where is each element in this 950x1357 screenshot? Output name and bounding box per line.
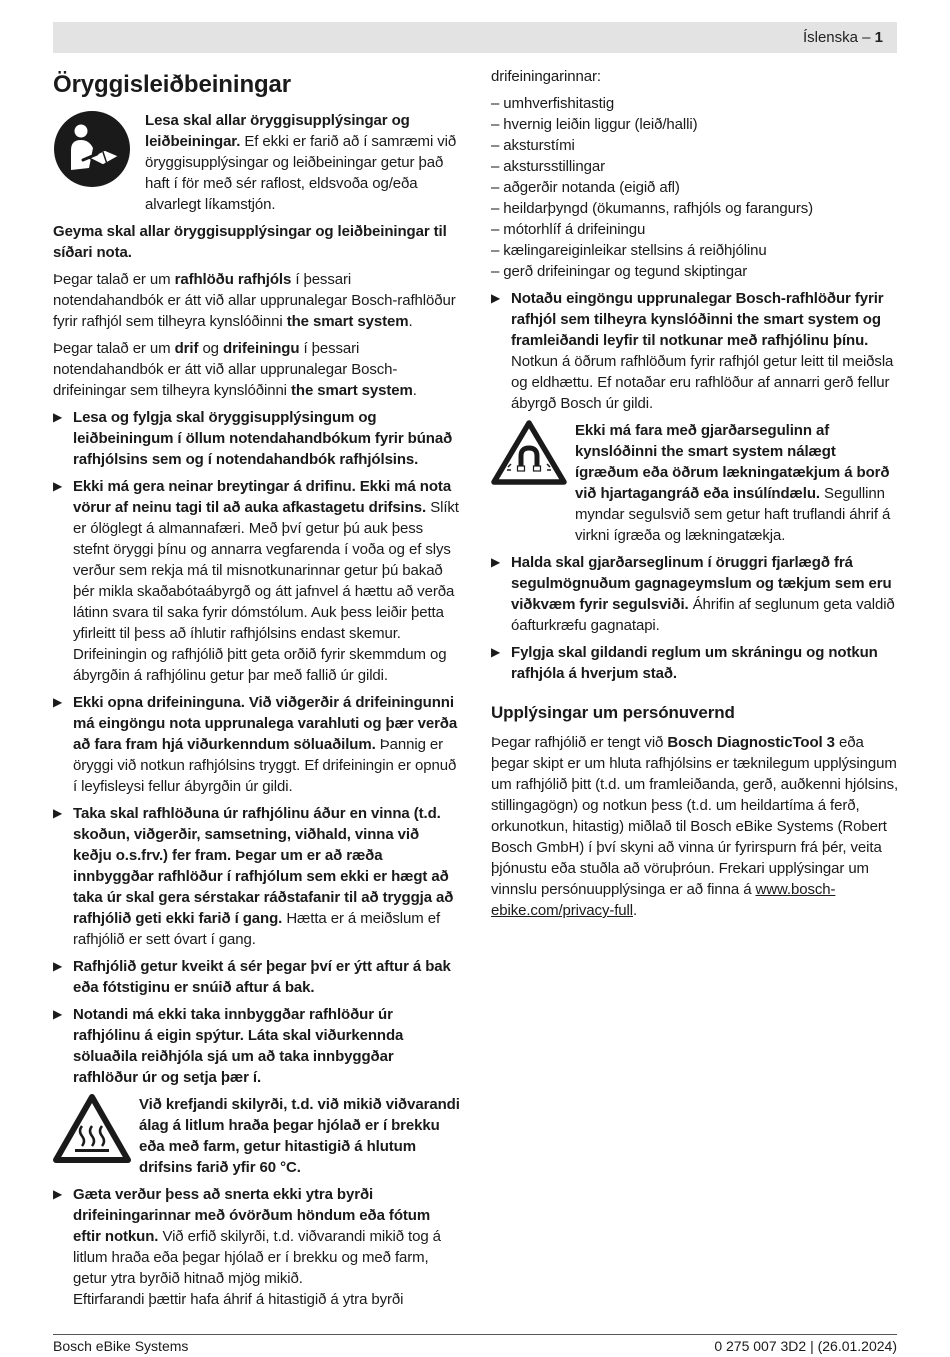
bullet-item xyxy=(53,1004,461,1088)
list-item: – gerð drifeiningar og tegund skiptingar xyxy=(491,263,748,280)
p2-g: . xyxy=(412,382,417,399)
bullet-arrow-icon: ▶ xyxy=(491,645,501,659)
bullet-item xyxy=(53,803,461,950)
bullet-item xyxy=(53,692,461,797)
bullet-item xyxy=(53,1184,461,1310)
magnet-text: Segullinn myndar segulsvið sem getur haft truflandi áhrif á virkni ígræða og lækningatækja. xyxy=(575,485,891,544)
bullet-text: Hætta er á meiðslum ef rafhjólið er sett óvart í gang. xyxy=(73,910,441,948)
bullet-bold: Halda skal gjarðarseglinum í öruggri fjarlægð frá segulmögnuðum gagnageymslum og tækjum sem eru viðkvæm fyrir segulsviði. xyxy=(511,554,892,613)
privacy-d: . xyxy=(633,902,638,919)
bullet-item xyxy=(491,642,899,684)
factors-intro: Eftirfarandi þættir hafa áhrif á hitastigið á ytra byrði xyxy=(73,1291,404,1308)
list-item: – umhverfishitastig xyxy=(491,95,615,112)
bullet-arrow-icon: ▶ xyxy=(53,479,63,493)
hot-surface-warning xyxy=(53,1094,461,1178)
privacy-c: eða þegar skipt er um hluta rafhjólsins er tæknilegum upplýsingum um rafhjólið þitt (t.d. um framleiðanda, gerð, auðkenni hjólsins, stillingagögn) og notkun þess (t.d. um heildartíma á ferð, orkunotkun, hitastig) miðlað til Bosch eBike Systems (Robert Bosch GmbH) í því skyni að vinna úr fyrirspurn frá þér, veita þjónustu eða stuðla að vöruþróun. Frekari upplýsingar um vinnslu persónuupplýsinga er að finna á xyxy=(491,734,899,898)
bullet-item xyxy=(53,407,461,470)
p2-c: og xyxy=(198,340,223,357)
bullet-item xyxy=(491,288,899,414)
bullet-arrow-icon: ▶ xyxy=(53,1187,63,1201)
drive-definition xyxy=(53,338,461,401)
p2-b: drif xyxy=(174,340,199,357)
p2-f: the smart system xyxy=(290,382,413,399)
bullet-bold: Notaðu eingöngu upprunalegar Bosch-rafhlöður fyrir rafhjól sem tilheyra kynslóðinni the smart system og framleiðandi leyfir til notkunar með rafhjólinu þínu. xyxy=(511,290,884,349)
bullet-text: Við erfið skilyrði, t.d. viðvarandi mikið tog á litlum hraða eða þegar hjólað er í brekku og með farm, getur ytra byrðið hitnað mjög mikið. xyxy=(73,1228,441,1287)
read-bold: Lesa skal allar öryggisupplýsingar og leiðbeiningar. xyxy=(145,112,410,150)
page-header xyxy=(53,22,897,53)
p1-b: rafhlöðu rafhjóls xyxy=(174,271,292,288)
privacy-paragraph xyxy=(491,732,899,921)
bullet-item xyxy=(53,476,461,686)
hot-surface-text: Við krefjandi skilyrði, t.d. við mikið viðvarandi álag á litlum hraða þegar hjólað er í brekku eða með farm, getur hitastigið á hlutum drifsins farið yfir 60 °C. xyxy=(139,1096,460,1176)
list-item: – aksturstími xyxy=(491,137,575,154)
list-item: – aðgerðir notanda (eigið afl) xyxy=(491,179,680,196)
privacy-a: Þegar rafhjólið er tengt við xyxy=(491,734,668,751)
bullet-text: Slíkt er ólöglegt á almannafæri. Með því getur þú auk þess stefnt öryggi þínu og annarra vegfarenda í voða og ef slys verður sem rekja má til misnotkunarinnar getur þú bakað þér mikla skaðabótaábyrgð og átt jafnvel á hættu að verða látinn svara til saka fyrir dómstólum. Auk þess leiðir þetta yfirleitt til þess að íhlutir rafhjólsins endast skemur. Drifeiningin og rafhjólið þitt geta orðið fyrir skemmdum og ábyrgðin á rafhjólinu getur þar með fallið úr gildi. xyxy=(73,499,459,684)
read-text: Ef ekki er farið að í samræmi við öryggisupplýsingar og leiðbeiningar getur það haft í för með sér raflost, eldsvoða og/eða alvarlegt líkamstjón. xyxy=(145,133,457,213)
magnet-bold: Ekki má fara með gjarðarsegulinn af kynslóðinni the smart system nálægt ígræðum eða öðrum lækningatækjum á borð við hjartagangráð eða insúlíndælu. xyxy=(575,422,890,502)
privacy-heading: Upplýsingar um persónuvernd xyxy=(491,703,735,722)
section-title: Öryggisleiðbeiningar xyxy=(53,71,292,98)
bullet-bold: Gæta verður þess að snerta ekki ytra byrði drifeiningarinnar með óvörðum höndum eða fótum eftir notkun. xyxy=(73,1186,431,1245)
bullet-bold: Taka skal rafhlöðuna úr rafhjólinu áður en vinna (t.d. skoðun, viðgerðir, samsetning, viðhald, vinna við keðju o.s.frv.) fer fram. Þegar um er að ræða innbyggðar rafhlöður í rafhjólum sem ekki er hægt að taka úr skal gera sérstakar ráðstafanir til að tryggja að rafhjólið geti ekki farið í gang. xyxy=(73,805,454,927)
bullet-text: Þannig er öryggi við notkun rafhjólsins tryggt. Ef drifeiningin er opnuð í leyfisleysi fellur ábyrgðin úr gildi. xyxy=(73,736,457,795)
bullet-arrow-icon: ▶ xyxy=(53,959,63,973)
header-language: Íslenska xyxy=(802,29,858,46)
magnet-warning-icon xyxy=(491,420,575,492)
left-column xyxy=(53,68,461,1316)
list-item: – mótorhlíf á drifeiningu xyxy=(491,221,646,238)
bullet-bold: Notandi má ekki taka innbyggðar rafhlöður úr rafhjólinu á eigin spýtur. Láta skal viðurkennda söluaðila reiðhjóla sjá um að taka innbyggðar rafhlöður úr og setja þær í. xyxy=(73,1006,404,1086)
p2-a: Þegar talað er um xyxy=(53,340,175,357)
bullet-item xyxy=(53,956,461,998)
magnet-warning xyxy=(491,420,899,546)
header-text xyxy=(803,29,883,46)
bullet-bold: Lesa og fylgja skal öryggisupplýsingum og leiðbeiningum í öllum notendahandbókum fyrir búnað rafhjólsins sem og í notendahandbók rafhjólsins. xyxy=(73,409,453,468)
read-manual-icon xyxy=(53,110,145,194)
battery-definition xyxy=(53,269,461,332)
footer-brand: Bosch eBike Systems xyxy=(53,1338,189,1354)
list-item: – heildarþyngd (ökumanns, rafhjóls og farangurs) xyxy=(491,200,814,217)
hot-surface-icon xyxy=(53,1094,139,1170)
privacy-b: Bosch DiagnosticTool 3 xyxy=(667,734,835,751)
bullet-text: Notkun á öðrum rafhlöðum fyrir rafhjól getur leitt til meiðsla og eldhættu. Ef notaðar eru rafhlöður af annarri gerð fellur ábyrgð Bosch úr gildi. xyxy=(511,353,894,412)
bullet-item xyxy=(491,552,899,636)
bullet-arrow-icon: ▶ xyxy=(53,1007,63,1021)
bullet-bold: Ekki opna drifeininguna. Við viðgerðir á drifeiningunni má eingöngu nota upprunalega varahluti og þær verða að fara fram hjá viðurkenndum söluaðilum. xyxy=(73,694,458,753)
footer-doc-number: 0 275 007 3D2 | (26.01.2024) xyxy=(714,1338,897,1354)
keep-instructions: Geyma skal allar öryggisupplýsingar og leiðbeiningar til síðari nota. xyxy=(53,223,447,261)
factors-intro-continued: drifeiningarinnar: xyxy=(491,68,601,85)
list-item: – akstursstillingar xyxy=(491,158,605,175)
bullet-bold: Rafhjólið getur kveikt á sér þegar því er ýtt aftur á bak eða fótstiginu er snúið aftur á bak. xyxy=(73,958,451,996)
bullet-text: Áhrifin af seglunum geta valdið óafturkræfu gagnatapi. xyxy=(511,596,895,634)
privacy-link[interactable]: www.bosch-ebike.com/privacy-full xyxy=(491,881,836,919)
p2-d: drifeiningu xyxy=(223,340,300,357)
p1-d: the smart system xyxy=(286,313,409,330)
p2-e: í þessari notendahandbók er átt við allar upprunalegar Bosch-drifeiningar sem tilheyra kynslóðinni xyxy=(53,340,398,399)
header-separator: – xyxy=(857,29,875,46)
bullet-arrow-icon: ▶ xyxy=(53,410,63,424)
bullet-arrow-icon: ▶ xyxy=(491,555,501,569)
bullet-bold: Fylgja skal gildandi reglum um skráningu og notkun rafhjóla á hverjum stað. xyxy=(511,644,878,682)
list-item: – hvernig leiðin liggur (leið/halli) xyxy=(491,116,698,133)
bullet-bold: Ekki má gera neinar breytingar á drifinu. Ekki má nota vörur af neinu tagi til að auka afkastagetu drifsins. xyxy=(73,478,452,516)
bullet-arrow-icon: ▶ xyxy=(491,291,501,305)
footer-divider xyxy=(53,1334,897,1335)
p1-c: í þessari notendahandbók er átt við allar upprunalegar Bosch-rafhlöður fyrir rafhjól sem tilheyra kynslóðinni xyxy=(53,271,456,330)
read-instructions-block xyxy=(53,110,461,215)
bullet-arrow-icon: ▶ xyxy=(53,806,63,820)
list-item: – kælingareiginleikar stellsins á reiðhjólinu xyxy=(491,242,767,259)
p1-a: Þegar talað er um xyxy=(53,271,175,288)
bullet-arrow-icon: ▶ xyxy=(53,695,63,709)
p1-e: . xyxy=(408,313,413,330)
page-number: 1 xyxy=(874,29,883,46)
right-column xyxy=(491,66,899,927)
factors-list xyxy=(491,93,899,282)
